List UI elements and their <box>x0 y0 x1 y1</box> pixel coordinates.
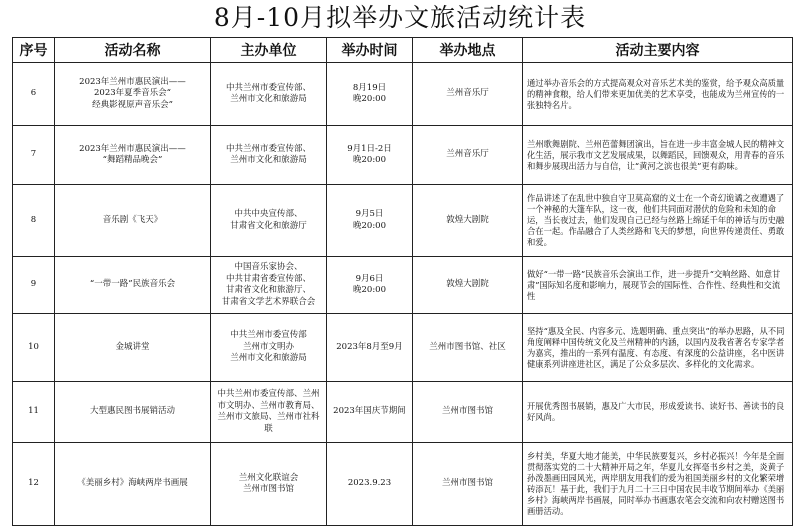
cell-no: 9 <box>13 257 55 314</box>
cell-time: 9月6日 晚20:00 <box>327 257 413 314</box>
header-content: 活动主要内容 <box>523 38 793 63</box>
cell-venue: 敦煌大剧院 <box>413 185 523 257</box>
cell-venue: 敦煌大剧院 <box>413 257 523 314</box>
cell-organizer: 中共中央宣传部、 甘肃省文化和旅游厅 <box>211 185 327 257</box>
cell-organizer: 兰州文化联谊会 兰州市图书馆 <box>211 443 327 526</box>
page-title: 8月-10月拟举办文旅活动统计表 <box>213 3 587 32</box>
table-row <box>13 185 793 257</box>
cell-time: 9月5日 晚20:00 <box>327 185 413 257</box>
cell-name: 2023年兰州市惠民演出—— 2023年夏季音乐会“ 经典影视原声音乐会” <box>55 63 211 126</box>
cell-no: 6 <box>13 63 55 126</box>
table-row <box>13 443 793 526</box>
header-row <box>13 38 793 63</box>
cell-organizer: 中共兰州市委宣传部、兰州市文明办、兰州市教育局、兰州市文旅局、兰州市社科联 <box>211 382 327 443</box>
cell-organizer: 中国音乐家协会、 中共甘肃省委宣传部、 甘肃省文化和旅游厅、 甘肃省文学艺术界联合会 <box>211 257 327 314</box>
cell-name: 金城讲堂 <box>55 314 211 382</box>
table-row <box>13 257 793 314</box>
cell-time: 9月1日-2日 晚20:00 <box>327 126 413 185</box>
cell-no: 11 <box>13 382 55 443</box>
cell-time: 2023.9.23 <box>327 443 413 526</box>
cell-name: 2023年兰州市惠民演出—— “舞蹈精品晚会” <box>55 126 211 185</box>
table-row <box>13 63 793 126</box>
cell-organizer: 中共兰州市委宣传部、 兰州市文化和旅游局 <box>211 126 327 185</box>
cell-name: 音乐剧《飞天》 <box>55 185 211 257</box>
cell-venue: 兰州市图书馆、社区 <box>413 314 523 382</box>
cell-name: “一带一路”民族音乐会 <box>55 257 211 314</box>
cell-name: 《美丽乡村》海峡两岸书画展 <box>55 443 211 526</box>
table-row <box>13 382 793 443</box>
activity-table <box>12 37 793 526</box>
cell-content: 开展优秀图书展销，惠及广大市民，形成爱读书、读好书、善读书的良好风尚。 <box>523 382 793 443</box>
cell-organizer: 中共兰州市委宣传部 兰州市文明办 兰州市文化和旅游局 <box>211 314 327 382</box>
header-organizer: 主办单位 <box>211 38 327 63</box>
table-row <box>13 126 793 185</box>
cell-no: 10 <box>13 314 55 382</box>
cell-no: 12 <box>13 443 55 526</box>
cell-name: 大型惠民图书展销活动 <box>55 382 211 443</box>
cell-venue: 兰州市图书馆 <box>413 443 523 526</box>
cell-venue: 兰州音乐厅 <box>413 63 523 126</box>
cell-time: 2023年8月至9月 <box>327 314 413 382</box>
cell-no: 8 <box>13 185 55 257</box>
cell-no: 7 <box>13 126 55 185</box>
cell-time: 2023年国庆节期间 <box>327 382 413 443</box>
cell-content: 做好“一带一路”民族音乐会演出工作，进一步提升“交响丝路、如意甘肃”国际知名度和影响力，展现节会的国际性、合作性、经典性和交流性 <box>523 257 793 314</box>
table-row <box>13 314 793 382</box>
header-no: 序号 <box>13 38 55 63</box>
cell-content: 作品讲述了在乱世中独自守卫莫高窟的义士在一个奇幻诡谲之夜遭遇了一个神秘的大篷车队，这一夜，他们共同面对潜伏的危险和未知的命运，当长夜过去，他们发现自己已经与丝路上绵延千年的神话与历史融合在一起。作品融合了人类丝路和飞天的梦想，向世界传递责任、勇敢和爱。 <box>523 185 793 257</box>
cell-content: 通过举办音乐会的方式提高观众对音乐艺术美的鉴赏，给予观众高质量的精神食粮，给人们带来更加优美的艺术享受，也能成为兰州宣传的一张独特名片。 <box>523 63 793 126</box>
cell-organizer: 中共兰州市委宣传部、 兰州市文化和旅游局 <box>211 63 327 126</box>
header-time: 举办时间 <box>327 38 413 63</box>
cell-venue: 兰州音乐厅 <box>413 126 523 185</box>
header-venue: 举办地点 <box>413 38 523 63</box>
cell-content: 坚持“惠及全民、内容多元、选题明确、重点突出”的举办思路，从不同角度阐释中国传统文化及兰州精神的内涵，以国内及我省著名专家学者为嘉宾，推出的一系列有温度、有态度、有深度的公益讲座，名中医讲健康系列讲座进社区，满足了公众多层次、多样化的文化需求。 <box>523 314 793 382</box>
cell-venue: 兰州市图书馆 <box>413 382 523 443</box>
cell-content: 兰州歌舞剧院、兰州芭蕾舞团演出，旨在进一步丰富金城人民的精神文化生活，展示我市文艺发展成果，以舞蹈民，回馈观众，用青春的音乐和舞步展现出活力与自信，让“黄河之滨也很美”更有韵味。 <box>523 126 793 185</box>
cell-content: 乡村美，华夏大地才能美，中华民族要复兴，乡村必振兴！今年是全面贯彻落实党的二十大精神开局之年，华夏儿女挥毫书乡村之美，炎黄子孙泼墨画田园风光，两岸朋友用我们的爱为祖国美丽乡村的文化繁荣增砖添瓦！基于此，我们于九月二十三日中国农民丰收节期间举办《美丽乡村》海峡两岸书画展，同时举办书画惠农笔会交流和向农村赠送图书画册活动。 <box>523 443 793 526</box>
header-name: 活动名称 <box>55 38 211 63</box>
cell-time: 8月19日 晚20:00 <box>327 63 413 126</box>
